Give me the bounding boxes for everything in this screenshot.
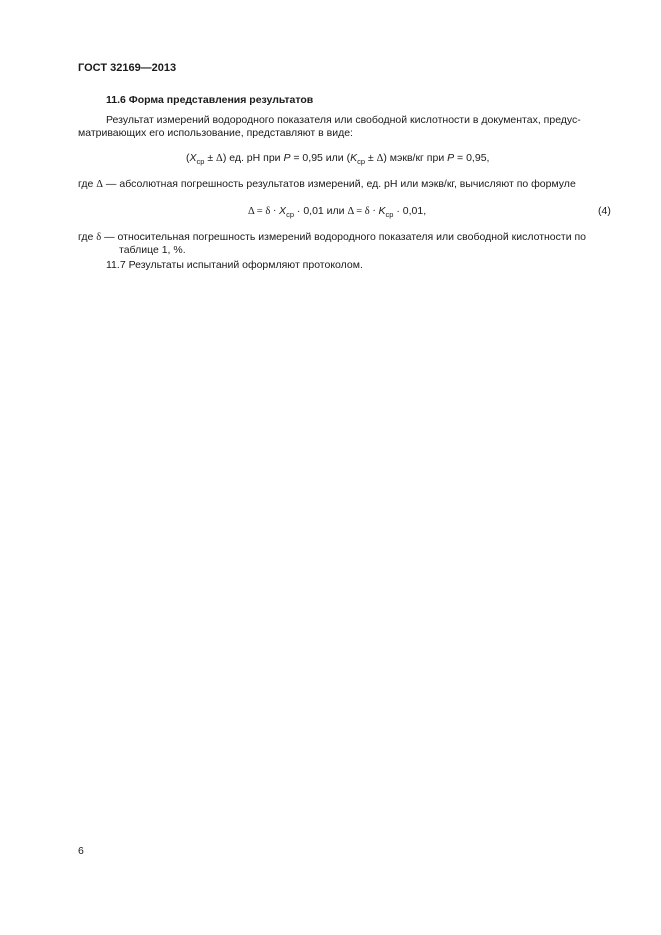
- formula-part: (: [186, 152, 190, 164]
- text-prefix: где: [78, 231, 97, 243]
- formula-part: Δ = δ ·: [347, 206, 379, 217]
- formula-part: · 0,01 или: [293, 205, 348, 217]
- formula-delta: Δ: [376, 153, 384, 164]
- paragraph-delta-relative-line2: таблице 1, %.: [119, 244, 186, 256]
- formula-variable-x: X: [189, 152, 197, 164]
- formula-part: = 0,95 или (: [290, 152, 351, 164]
- formula-variable-k: K: [350, 152, 358, 164]
- formula-variable-k: K: [378, 205, 386, 217]
- formula-part: ±: [204, 152, 217, 164]
- formula-subscript: ср: [357, 157, 365, 166]
- formula-result-form: [186, 152, 489, 166]
- formula-number: (4): [598, 205, 611, 217]
- formula-subscript: ср: [385, 210, 394, 219]
- formula-variable-x: X: [279, 205, 287, 217]
- text-body: — абсолютная погрешность результатов измерений, ед. рН или мэкв/кг, вычисляют по формуле: [103, 178, 576, 190]
- document-header: ГОСТ 32169—2013: [78, 62, 177, 74]
- paragraph-delta-definition: [78, 178, 576, 190]
- formula-subscript: ср: [286, 210, 294, 219]
- section-title: 11.6 Форма представления результатов: [106, 94, 314, 106]
- formula-part: · 0,01,: [393, 205, 427, 217]
- formula-subscript: ср: [196, 157, 205, 166]
- formula-part: ) мэкв/кг при: [383, 152, 448, 164]
- formula-4: [248, 205, 426, 219]
- symbol-delta: Δ: [96, 179, 104, 190]
- formula-variable-p: P: [447, 152, 455, 164]
- paragraph-result-line2: матривающих его использование, представляют в виде:: [78, 127, 353, 139]
- paragraph-result-line1: Результат измерений водородного показателя или свободной кислотности в документах, предус-: [106, 114, 581, 126]
- formula-part: ±: [365, 152, 377, 164]
- symbol-small-delta: δ: [96, 232, 102, 243]
- formula-variable-p: P: [283, 152, 291, 164]
- formula-part: = 0,95,: [454, 152, 490, 164]
- formula-delta: Δ: [216, 153, 223, 164]
- page-number: 6: [78, 845, 84, 857]
- paragraph-delta-relative-line1: [78, 231, 586, 243]
- formula-part: ) ед. рН при: [222, 152, 284, 164]
- text-prefix: где: [78, 178, 97, 190]
- paragraph-protocol: 11.7 Результаты испытаний оформляют протоколом.: [106, 259, 363, 271]
- formula-part: Δ = δ ·: [248, 206, 280, 217]
- text-body: — относительная погрешность измерений водородного показателя или свободной кислотности по: [101, 231, 587, 243]
